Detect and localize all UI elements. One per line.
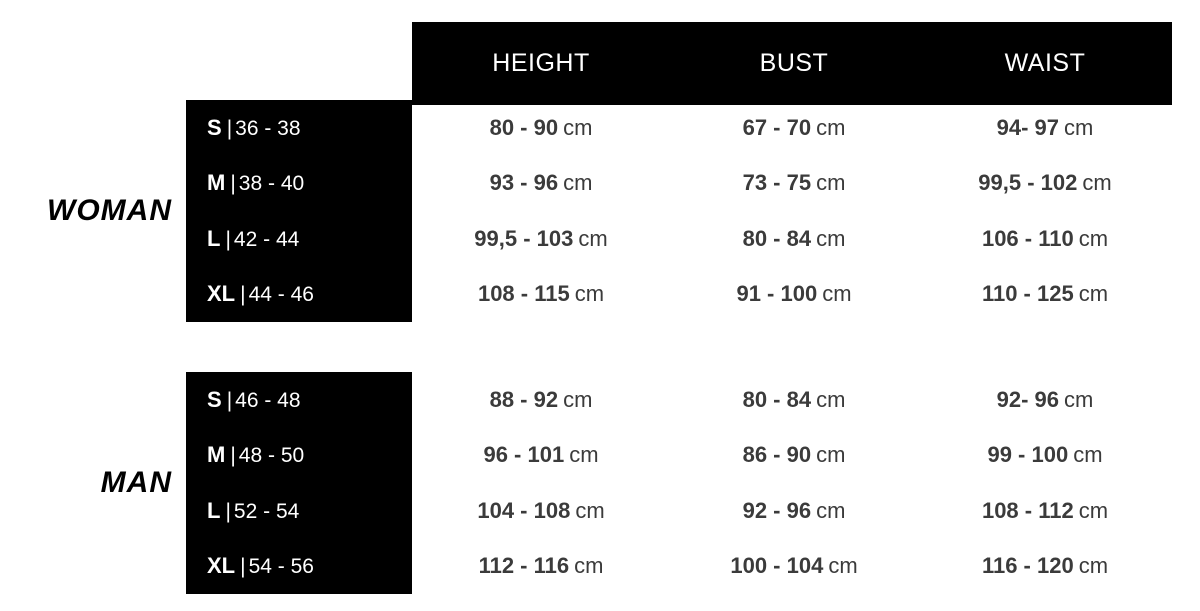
bust-value: 92 - 96 — [742, 497, 812, 523]
column-header-bust: BUST — [759, 49, 829, 77]
table-header — [412, 22, 1172, 105]
table-row — [186, 539, 1200, 595]
cell-bust — [670, 442, 918, 468]
size-range: 54 - 56 — [248, 555, 314, 579]
height-value: 93 - 96 — [489, 170, 559, 196]
unit-label: cm — [575, 497, 605, 523]
height-value: 99,5 - 103 — [474, 225, 574, 251]
group-woman — [0, 100, 1200, 322]
size-separator: | — [230, 444, 236, 468]
group-man — [0, 372, 1200, 594]
table-row — [186, 100, 1200, 156]
cell-size — [186, 387, 412, 413]
unit-label: cm — [816, 497, 846, 523]
cell-waist — [918, 170, 1172, 196]
unit-label: cm — [1078, 553, 1109, 579]
waist-value: 106 - 110 — [981, 225, 1074, 251]
unit-label: cm — [574, 553, 604, 579]
cell-bust — [670, 498, 918, 524]
unit-label: cm — [1082, 170, 1112, 196]
unit-label: cm — [569, 442, 599, 468]
cell-waist — [918, 442, 1172, 468]
bust-value: 80 - 84 — [742, 225, 812, 251]
size-range: 42 - 44 — [233, 227, 300, 251]
rows-woman — [186, 100, 1200, 322]
cell-size — [186, 115, 412, 141]
size-range: 36 - 38 — [235, 116, 301, 140]
cell-size — [186, 553, 412, 579]
cell-waist — [918, 226, 1172, 252]
waist-value: 94- 97 — [996, 114, 1060, 140]
unit-label: cm — [1064, 386, 1094, 412]
table-row — [186, 211, 1200, 267]
unit-label: cm — [1064, 114, 1094, 140]
size-label: S — [207, 114, 222, 140]
unit-label: cm — [563, 386, 593, 412]
cell-bust — [670, 226, 918, 252]
bust-value: 86 - 90 — [742, 442, 812, 468]
unit-label: cm — [1078, 225, 1109, 251]
cell-waist — [918, 281, 1172, 307]
unit-label: cm — [574, 281, 605, 307]
cell-waist — [918, 387, 1172, 413]
height-value: 80 - 90 — [489, 114, 559, 140]
size-range: 46 - 48 — [235, 388, 301, 412]
unit-label: cm — [816, 386, 846, 412]
cell-waist — [918, 553, 1172, 579]
waist-value: 108 - 112 — [981, 497, 1074, 523]
waist-value: 110 - 125 — [981, 281, 1074, 307]
size-label: L — [207, 497, 221, 523]
unit-label: cm — [816, 225, 846, 251]
bust-value: 100 - 104 — [730, 553, 824, 579]
unit-label: cm — [1078, 281, 1109, 307]
cell-bust — [670, 115, 918, 141]
table-row — [186, 372, 1200, 428]
unit-label: cm — [563, 170, 593, 196]
unit-label: cm — [828, 553, 858, 579]
cell-size — [186, 281, 412, 307]
size-label: L — [207, 225, 221, 251]
size-separator: | — [226, 388, 233, 412]
rows-man — [186, 372, 1200, 594]
table-row — [186, 483, 1200, 539]
cell-bust — [670, 387, 918, 413]
unit-label: cm — [816, 442, 846, 468]
size-label: M — [207, 442, 226, 468]
waist-value: 99,5 - 102 — [978, 170, 1078, 196]
waist-value: 92- 96 — [996, 386, 1060, 412]
waist-value: 99 - 100 — [987, 442, 1069, 468]
cell-height — [412, 553, 670, 579]
cell-size — [186, 170, 412, 196]
cell-height — [412, 170, 670, 196]
cell-size — [186, 442, 412, 468]
bust-value: 67 - 70 — [742, 114, 812, 140]
cell-size — [186, 498, 412, 524]
cell-height — [412, 387, 670, 413]
bust-value: 91 - 100 — [736, 281, 818, 307]
size-label: M — [207, 170, 226, 196]
unit-label: cm — [822, 281, 852, 307]
cell-waist — [918, 498, 1172, 524]
size-range: 52 - 54 — [233, 499, 300, 523]
size-separator: | — [240, 555, 246, 579]
cell-height — [412, 281, 670, 307]
group-label-woman: WOMAN — [47, 194, 172, 227]
cell-bust — [670, 281, 918, 307]
size-label: S — [207, 386, 222, 412]
cell-bust — [670, 553, 918, 579]
unit-label: cm — [816, 170, 846, 196]
unit-label: cm — [1078, 497, 1109, 523]
size-label: XL — [207, 553, 236, 579]
size-separator: | — [225, 499, 231, 523]
height-value: 108 - 115 — [477, 281, 570, 307]
height-value: 88 - 92 — [489, 386, 559, 412]
table-row — [186, 156, 1200, 212]
column-header-height: HEIGHT — [492, 49, 590, 77]
size-separator: | — [226, 116, 233, 140]
height-value: 112 - 116 — [478, 553, 570, 579]
unit-label: cm — [578, 225, 608, 251]
cell-height — [412, 498, 670, 524]
size-range: 38 - 40 — [238, 172, 305, 196]
height-value: 104 - 108 — [477, 497, 571, 523]
height-value: 96 - 101 — [483, 442, 565, 468]
waist-value: 116 - 120 — [981, 553, 1074, 579]
table-row — [186, 267, 1200, 323]
unit-label: cm — [816, 114, 846, 140]
group-label-man: MAN — [100, 466, 172, 499]
cell-bust — [670, 170, 918, 196]
size-separator: | — [240, 283, 246, 307]
size-range: 48 - 50 — [238, 444, 305, 468]
cell-waist — [918, 115, 1172, 141]
column-header-waist: WAIST — [1004, 49, 1086, 77]
unit-label: cm — [563, 114, 593, 140]
cell-height — [412, 226, 670, 252]
table-row — [186, 428, 1200, 484]
size-separator: | — [225, 227, 231, 251]
cell-height — [412, 115, 670, 141]
size-range: 44 - 46 — [248, 283, 314, 307]
cell-size — [186, 226, 412, 252]
size-label: XL — [207, 281, 236, 307]
cell-height — [412, 442, 670, 468]
bust-value: 80 - 84 — [742, 386, 812, 412]
unit-label: cm — [1073, 442, 1103, 468]
size-separator: | — [230, 172, 236, 196]
bust-value: 73 - 75 — [742, 170, 812, 196]
